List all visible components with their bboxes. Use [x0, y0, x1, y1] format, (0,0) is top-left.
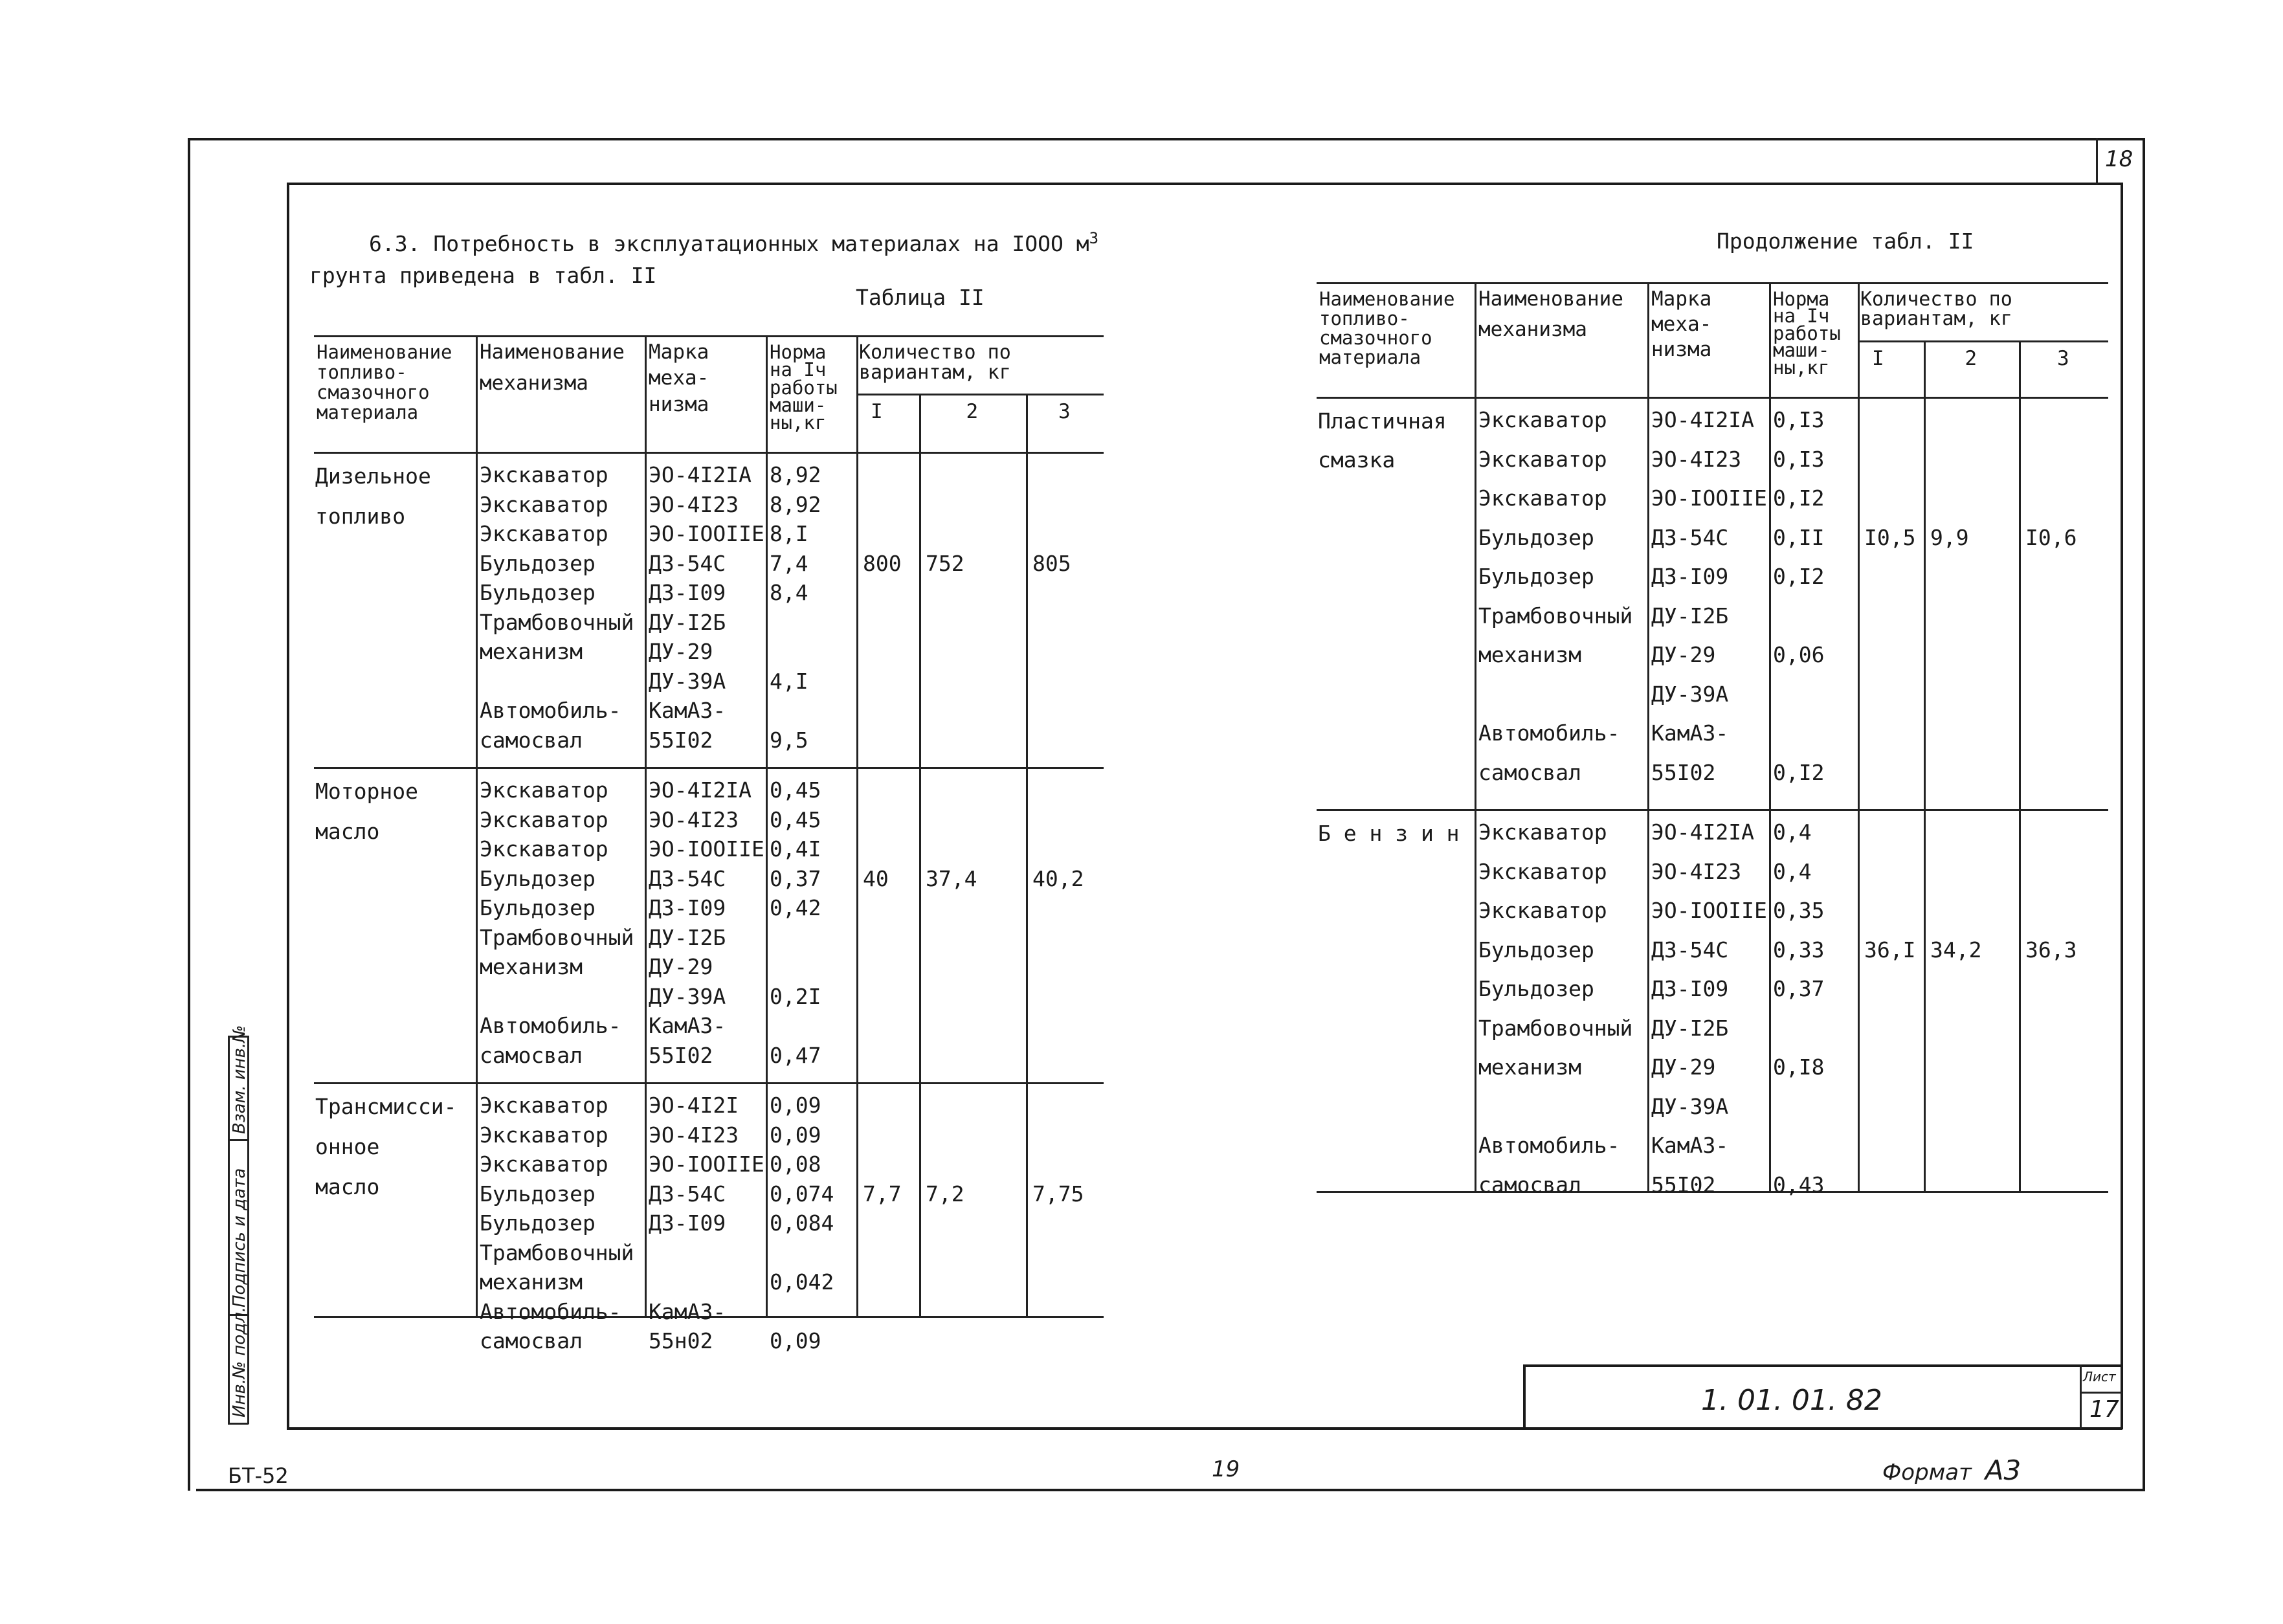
- mechanism-cell: механизм: [1478, 642, 1581, 667]
- quantity-variant-3: 7,75: [1032, 1181, 1084, 1207]
- norm-cell: 8,I: [770, 521, 808, 546]
- brand-cell: ЭО-4I23: [649, 491, 739, 517]
- material-name: Моторное: [315, 779, 418, 804]
- mechanism-cell: Трамбовочный: [480, 1240, 634, 1265]
- column-rule: [1924, 340, 1926, 1191]
- brand-cell: ЭО-4I23: [649, 1122, 739, 1148]
- norm-cell: 4,I: [770, 668, 808, 694]
- table-top-rule: [314, 335, 1104, 337]
- brand-cell: ЭО-4I23: [1651, 446, 1742, 472]
- brand-cell: ДУ-39А: [1651, 681, 1729, 707]
- norm-cell: 0,4: [1773, 819, 1812, 845]
- norm-cell: 8,4: [770, 580, 808, 605]
- norm-cell: 0,37: [770, 865, 821, 891]
- header-mechanism: Наименование: [480, 340, 625, 364]
- mechanism-cell: Автомобиль-: [480, 1013, 621, 1038]
- mechanism-cell: Трамбовочный: [1478, 1015, 1633, 1041]
- top-page-number: 18: [2105, 146, 2133, 172]
- quantity-variant-1: I0,5: [1864, 524, 1916, 550]
- header-brand: низма: [1651, 338, 1712, 361]
- norm-cell: 0,37: [1773, 976, 1825, 1001]
- norm-cell: 0,35: [1773, 898, 1825, 923]
- header-variant-2: 2: [1965, 347, 1977, 370]
- brand-cell: ЭО-4I2IA: [649, 777, 752, 803]
- mechanism-cell: Экскаватор: [1478, 407, 1607, 432]
- mechanism-cell: механизм: [1478, 1054, 1581, 1080]
- header-norm: работы: [770, 376, 838, 399]
- table-header-rule: [314, 452, 1104, 454]
- mechanism-cell: Экскаватор: [1478, 446, 1607, 472]
- norm-cell: 0,47: [770, 1042, 821, 1068]
- brand-cell: ЭО-IOOIIE: [1651, 898, 1767, 923]
- header-mechanism: механизма: [1478, 317, 1587, 341]
- header-variant-3: 3: [2057, 347, 2069, 370]
- mechanism-cell: Экскаватор: [480, 491, 608, 517]
- column-rule: [766, 335, 768, 1316]
- norm-cell: 0,08: [770, 1151, 821, 1177]
- quantity-split-rule: [1858, 340, 2108, 342]
- brand-cell: ДУ-I2Б: [649, 924, 726, 950]
- header-brand: меха-: [649, 366, 709, 390]
- mechanism-cell: Экскаватор: [480, 777, 608, 803]
- brand-cell: КамАЗ-: [1651, 720, 1729, 746]
- footer-center: 19: [1212, 1456, 1240, 1482]
- mechanism-cell: Бульдозер: [480, 580, 596, 605]
- table-title: Таблица II: [856, 285, 985, 310]
- mechanism-cell: Автомобиль-: [1478, 1133, 1620, 1158]
- group-rule: [314, 1082, 1104, 1084]
- norm-cell: 0,06: [1773, 642, 1825, 667]
- header-norm: работы: [1773, 322, 1841, 344]
- norm-cell: 0,42: [770, 895, 821, 920]
- brand-cell: ДЗ-54С: [1651, 524, 1729, 550]
- header-material: топливо-: [317, 361, 407, 383]
- material-name: Б е н з и н: [1318, 821, 1460, 846]
- norm-cell: 0,I2: [1773, 485, 1825, 511]
- mechanism-cell: Экскаватор: [480, 462, 608, 487]
- mechanism-cell: Бульдозер: [480, 895, 596, 920]
- norm-cell: 0,09: [770, 1122, 821, 1148]
- brand-cell: ДУ-39А: [649, 668, 726, 694]
- norm-cell: 0,33: [1773, 937, 1825, 962]
- header-variant-1: I: [871, 400, 883, 423]
- mechanism-cell: механизм: [480, 639, 583, 664]
- group-rule: [1317, 809, 2108, 811]
- mechanism-cell: Бульдозер: [1478, 524, 1594, 550]
- header-mechanism: механизма: [480, 372, 588, 395]
- header-material: Наименование: [1319, 288, 1455, 310]
- column-rule: [1475, 282, 1476, 1191]
- mechanism-cell: самосвал: [480, 1328, 583, 1353]
- norm-cell: 0,042: [770, 1269, 834, 1295]
- norm-cell: 0,43: [1773, 1172, 1825, 1197]
- brand-cell: ДЗ-54С: [649, 1181, 726, 1207]
- mechanism-cell: Экскаватор: [480, 806, 608, 832]
- brand-cell: ДУ-29: [649, 954, 713, 979]
- header-norm: Норма: [770, 341, 827, 363]
- norm-cell: 0,074: [770, 1181, 834, 1207]
- brand-cell: ДЗ-54С: [1651, 937, 1729, 962]
- brand-cell: ЭО-IOOIIE: [649, 1151, 764, 1177]
- header-norm: маши-: [770, 394, 827, 416]
- material-name: топливо: [315, 504, 406, 529]
- norm-cell: 0,084: [770, 1210, 834, 1236]
- brand-cell: ЭО-4I23: [1651, 858, 1742, 884]
- brand-cell: ДЗ-54С: [649, 865, 726, 891]
- mechanism-cell: самосвал: [480, 1042, 583, 1068]
- column-rule: [1026, 394, 1028, 1316]
- quantity-variant-2: 9,9: [1930, 524, 1969, 550]
- quantity-variant-1: 800: [863, 550, 902, 576]
- quantity-variant-3: 805: [1032, 550, 1071, 576]
- quantity-variant-2: 37,4: [926, 865, 977, 891]
- mechanism-cell: Экскаватор: [480, 1151, 608, 1177]
- mechanism-cell: самосвал: [1478, 759, 1581, 785]
- mechanism-cell: Автомобиль-: [480, 1298, 621, 1324]
- brand-cell: ДУ-29: [1651, 1054, 1716, 1080]
- document-code: 1. 01. 01. 82: [1701, 1384, 1882, 1417]
- quantity-split-rule: [856, 394, 1104, 395]
- brand-cell: ДУ-I2Б: [1651, 603, 1729, 628]
- material-name: масло: [315, 1174, 380, 1199]
- brand-cell: ДУ-39А: [649, 983, 726, 1009]
- column-rule: [1647, 282, 1649, 1191]
- brand-cell: ДЗ-54С: [649, 550, 726, 576]
- brand-cell: ЭО-IOOIIE: [649, 521, 764, 546]
- norm-cell: 8,92: [770, 462, 821, 487]
- mechanism-cell: Экскаватор: [1478, 898, 1607, 923]
- brand-cell: КамАЗ-: [649, 698, 726, 723]
- quantity-variant-2: 752: [926, 550, 964, 576]
- mechanism-cell: Бульдозер: [480, 1210, 596, 1236]
- header-variant-1: I: [1872, 347, 1884, 370]
- mechanism-cell: Экскаватор: [1478, 819, 1607, 845]
- header-quantity: Количество по: [1860, 288, 2012, 311]
- header-material: смазочного: [317, 381, 430, 403]
- header-variant-3: 3: [1058, 400, 1071, 423]
- mechanism-cell: самосвал: [480, 727, 583, 753]
- brand-cell: ЭО-4I2I: [649, 1093, 739, 1118]
- brand-cell: 55н02: [649, 1328, 713, 1353]
- mechanism-cell: механизм: [480, 1269, 583, 1295]
- intro-line-2: грунта приведена в табл. II: [309, 263, 657, 288]
- header-norm: ны,кг: [1773, 356, 1830, 379]
- mechanism-cell: Экскаватор: [480, 1122, 608, 1148]
- brand-cell: ДЗ-I09: [649, 1210, 726, 1236]
- brand-cell: 55I02: [649, 1042, 713, 1068]
- header-mechanism: Наименование: [1478, 287, 1623, 311]
- header-quantity: вариантам, кг: [859, 361, 1011, 384]
- column-rule: [1858, 282, 1860, 1191]
- column-rule: [2019, 340, 2021, 1191]
- header-material: смазочного: [1319, 327, 1432, 349]
- norm-cell: 0,45: [770, 806, 821, 832]
- continuation-title: Продолжение табл. II: [1717, 228, 1974, 254]
- norm-cell: 0,I3: [1773, 446, 1825, 472]
- column-rule: [645, 335, 647, 1316]
- norm-cell: 0,I2: [1773, 759, 1825, 785]
- header-material: материала: [1319, 346, 1421, 368]
- header-brand: низма: [649, 392, 709, 416]
- mechanism-cell: самосвал: [1478, 1172, 1581, 1197]
- norm-cell: 0,4I: [770, 836, 821, 862]
- brand-cell: ДЗ-I09: [1651, 976, 1729, 1001]
- material-name: онное: [315, 1134, 380, 1159]
- norm-cell: 8,92: [770, 491, 821, 517]
- mechanism-cell: Экскаватор: [480, 836, 608, 862]
- brand-cell: ДУ-I2Б: [649, 609, 726, 635]
- side-stamp-sign: Подпись и дата: [230, 1168, 249, 1307]
- brand-cell: ДУ-29: [649, 639, 713, 664]
- header-quantity: Количество по: [859, 341, 1011, 364]
- norm-cell: 0,09: [770, 1328, 821, 1353]
- mechanism-cell: Экскаватор: [1478, 485, 1607, 511]
- mechanism-cell: Автомобиль-: [480, 698, 621, 723]
- mechanism-cell: Трамбовочный: [1478, 603, 1633, 628]
- header-brand: Марка: [649, 340, 709, 364]
- footer-format-label: Формат: [1882, 1460, 1972, 1485]
- brand-cell: ДЗ-I09: [649, 895, 726, 920]
- material-name: масло: [315, 819, 380, 844]
- quantity-variant-1: 40: [863, 865, 889, 891]
- brand-cell: ЭО-4I2IA: [1651, 819, 1754, 845]
- norm-cell: 0,I3: [1773, 407, 1825, 432]
- header-norm: Норма: [1773, 288, 1830, 310]
- column-rule: [856, 335, 858, 1316]
- sheet-label: Лист: [2083, 1369, 2116, 1385]
- quantity-variant-3: 40,2: [1032, 865, 1084, 891]
- header-variant-2: 2: [966, 400, 979, 423]
- header-brand: меха-: [1651, 313, 1712, 336]
- quantity-variant-1: 7,7: [863, 1181, 902, 1207]
- material-name: Пластичная: [1318, 408, 1447, 434]
- material-name: смазка: [1318, 447, 1396, 473]
- norm-cell: 0,09: [770, 1093, 821, 1118]
- quantity-variant-2: 7,2: [926, 1181, 964, 1207]
- group-rule: [314, 767, 1104, 769]
- material-name: Трансмисси-: [315, 1094, 457, 1119]
- table-top-rule: [1317, 282, 2108, 284]
- brand-cell: ДЗ-I09: [649, 580, 726, 605]
- quantity-variant-2: 34,2: [1930, 937, 1982, 962]
- brand-cell: ЭО-IOOIIE: [649, 836, 764, 862]
- norm-cell: 0,2I: [770, 983, 821, 1009]
- header-norm: на Iч: [770, 359, 827, 381]
- sheet-number: 17: [2089, 1396, 2119, 1423]
- mechanism-cell: механизм: [480, 954, 583, 979]
- norm-cell: 0,I2: [1773, 564, 1825, 589]
- side-stamp-inv: Инв.№ подл.: [230, 1306, 249, 1418]
- mechanism-cell: Бульдозер: [1478, 564, 1594, 589]
- footer-format: [1882, 1454, 2021, 1486]
- norm-cell: 0,45: [770, 777, 821, 803]
- brand-cell: КамАЗ-: [649, 1298, 726, 1324]
- quantity-variant-3: 36,3: [2025, 937, 2077, 962]
- brand-cell: КамАЗ-: [1651, 1133, 1729, 1158]
- brand-cell: 55I02: [1651, 1172, 1716, 1197]
- mechanism-cell: Автомобиль-: [1478, 720, 1620, 746]
- brand-cell: 55I02: [649, 727, 713, 753]
- column-rule: [919, 394, 921, 1316]
- header-norm: ны,кг: [770, 412, 827, 434]
- brand-cell: ДУ-I2Б: [1651, 1015, 1729, 1041]
- brand-cell: ДЗ-I09: [1651, 564, 1729, 589]
- brand-cell: ЭО-4I23: [649, 806, 739, 832]
- norm-cell: 0,I8: [1773, 1054, 1825, 1080]
- mechanism-cell: Экскаватор: [480, 1093, 608, 1118]
- brand-cell: ЭО-4I2IA: [649, 462, 752, 487]
- intro-line-1: 6.3. Потребность в эксплуатационных материалах на IOOO $м^3$: [369, 229, 1099, 256]
- brand-cell: КамАЗ-: [649, 1013, 726, 1038]
- mechanism-cell: Бульдозер: [480, 865, 596, 891]
- brand-cell: ЭО-IOOIIE: [1651, 485, 1767, 511]
- column-rule: [1769, 282, 1771, 1191]
- mechanism-cell: Бульдозер: [1478, 937, 1594, 962]
- norm-cell: 0,II: [1773, 524, 1825, 550]
- mechanism-cell: Бульдозер: [480, 1181, 596, 1207]
- header-material: Наименование: [317, 341, 452, 363]
- header-norm: на Iч: [1773, 305, 1830, 328]
- mechanism-cell: Трамбовочный: [480, 609, 634, 635]
- header-quantity: вариантам, кг: [1860, 307, 2012, 330]
- footer-left: БТ-52: [228, 1463, 289, 1488]
- column-rule: [476, 335, 478, 1316]
- table-header-rule: [1317, 397, 2108, 399]
- header-material: материала: [317, 401, 419, 423]
- mechanism-cell: Экскаватор: [1478, 858, 1607, 884]
- intro-sup: 3: [1089, 229, 1099, 247]
- mechanism-cell: Бульдозер: [480, 550, 596, 576]
- brand-cell: ДУ-29: [1651, 642, 1716, 667]
- brand-cell: ЭО-4I2IA: [1651, 407, 1754, 432]
- header-material: топливо-: [1319, 307, 1410, 329]
- material-name: Дизельное: [315, 463, 431, 489]
- mechanism-cell: Трамбовочный: [480, 924, 634, 950]
- norm-cell: 7,4: [770, 550, 808, 576]
- header-brand: Марка: [1651, 287, 1712, 311]
- side-stamp-replace: Взам. инв.№: [230, 1025, 249, 1134]
- norm-cell: 0,4: [1773, 858, 1812, 884]
- mechanism-cell: Бульдозер: [1478, 976, 1594, 1001]
- quantity-variant-3: I0,6: [2025, 524, 2077, 550]
- mechanism-cell: Экскаватор: [480, 521, 608, 546]
- quantity-variant-1: 36,I: [1864, 937, 1916, 962]
- brand-cell: 55I02: [1651, 759, 1716, 785]
- norm-cell: 9,5: [770, 727, 808, 753]
- header-norm: маши-: [1773, 339, 1830, 362]
- footer-format-value: А3: [1985, 1454, 2021, 1486]
- brand-cell: ДУ-39А: [1651, 1093, 1729, 1119]
